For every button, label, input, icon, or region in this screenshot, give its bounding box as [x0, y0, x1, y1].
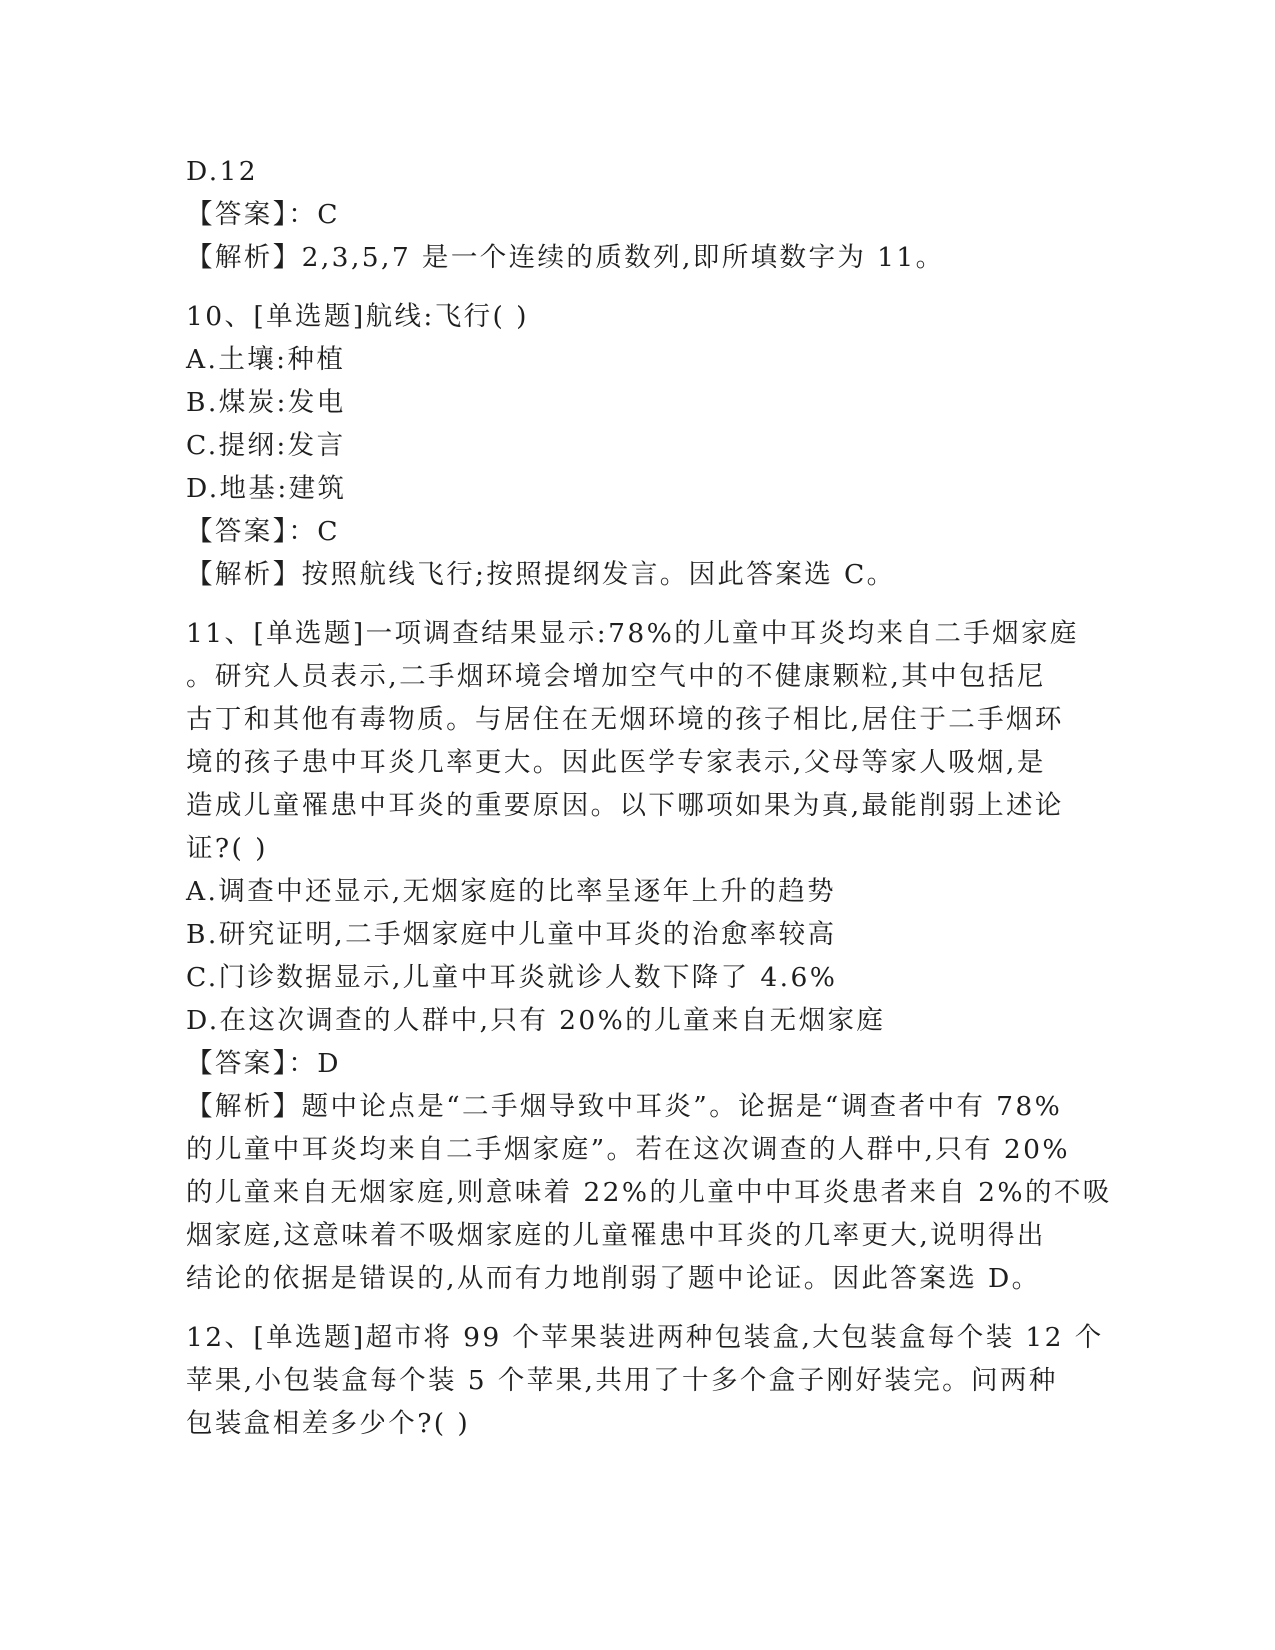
q10-answer: 【答案】：C	[186, 516, 340, 547]
q11-stem-line: 11、[单选题]一项调查结果显示:78%的儿童中耳炎均来自二手烟家庭	[186, 618, 1079, 649]
q11-analysis-line: 的儿童中耳炎均来自二手烟家庭”。若在这次调查的人群中,只有 20%	[186, 1134, 1070, 1165]
q12-stem-line: 苹果,小包装盒每个装 5 个苹果,共用了十多个盒子刚好装完。问两种	[186, 1365, 1058, 1396]
q11-option-b: B.研究证明,二手烟家庭中儿童中耳炎的治愈率较高	[186, 919, 837, 950]
spacer	[186, 279, 1076, 295]
q11-analysis-line: 的儿童来自无烟家庭,则意味着 22%的儿童中中耳炎患者来自 2%的不吸	[186, 1177, 1112, 1208]
q11-stem-line: 古丁和其他有毒物质。与居住在无烟环境的孩子相比,居住于二手烟环	[186, 704, 1064, 735]
q10-analysis: 【解析】按照航线飞行;按照提纲发言。因此答案选 C。	[186, 559, 896, 590]
q10-option-a: A.土壤:种植	[186, 344, 346, 375]
q11-stem-line: 境的孩子患中耳炎几率更大。因此医学专家表示,父母等家人吸烟,是	[186, 747, 1046, 778]
q11-analysis-line: 结论的依据是错误的,从而有力地削弱了题中论证。因此答案选 D。	[186, 1263, 1041, 1294]
q10-stem: 10、[单选题]航线:飞行( )	[186, 301, 529, 332]
q9-analysis: 【解析】2,3,5,7 是一个连续的质数列,即所填数字为 11。	[186, 242, 945, 273]
q11-option-a: A.调查中还显示,无烟家庭的比率呈逐年上升的趋势	[186, 876, 837, 907]
q12-stem-line: 12、[单选题]超市将 99 个苹果装进两种包装盒,大包装盒每个装 12 个	[186, 1322, 1104, 1353]
spacer	[186, 1300, 1076, 1316]
q11-analysis-line: 【解析】题中论点是“二手烟导致中耳炎”。论据是“调查者中有 78%	[186, 1091, 1063, 1122]
document-content	[186, 150, 1112, 1445]
q11-answer: 【答案】：D	[186, 1048, 341, 1079]
q10-option-b: B.煤炭:发电	[186, 387, 346, 418]
q11-stem-line: 造成儿童罹患中耳炎的重要原因。以下哪项如果为真,最能削弱上述论	[186, 790, 1064, 821]
q11-option-c: C.门诊数据显示,儿童中耳炎就诊人数下降了 4.6%	[186, 962, 838, 993]
q11-stem-line: 证?( )	[186, 833, 268, 864]
q10-option-c: C.提纲:发言	[186, 430, 346, 461]
q11-option-d: D.在这次调查的人群中,只有 20%的儿童来自无烟家庭	[186, 1005, 886, 1036]
q11-stem-line: 。研究人员表示,二手烟环境会增加空气中的不健康颗粒,其中包括尼	[186, 661, 1046, 692]
q9-option-d: D.12	[186, 156, 259, 187]
q11-analysis-line: 烟家庭,这意味着不吸烟家庭的儿童罹患中耳炎的几率更大,说明得出	[186, 1220, 1046, 1251]
spacer	[186, 596, 1076, 612]
q9-answer: 【答案】：C	[186, 199, 340, 230]
q10-option-d: D.地基:建筑	[186, 473, 347, 504]
q12-stem-line: 包装盒相差多少个?( )	[186, 1408, 471, 1439]
